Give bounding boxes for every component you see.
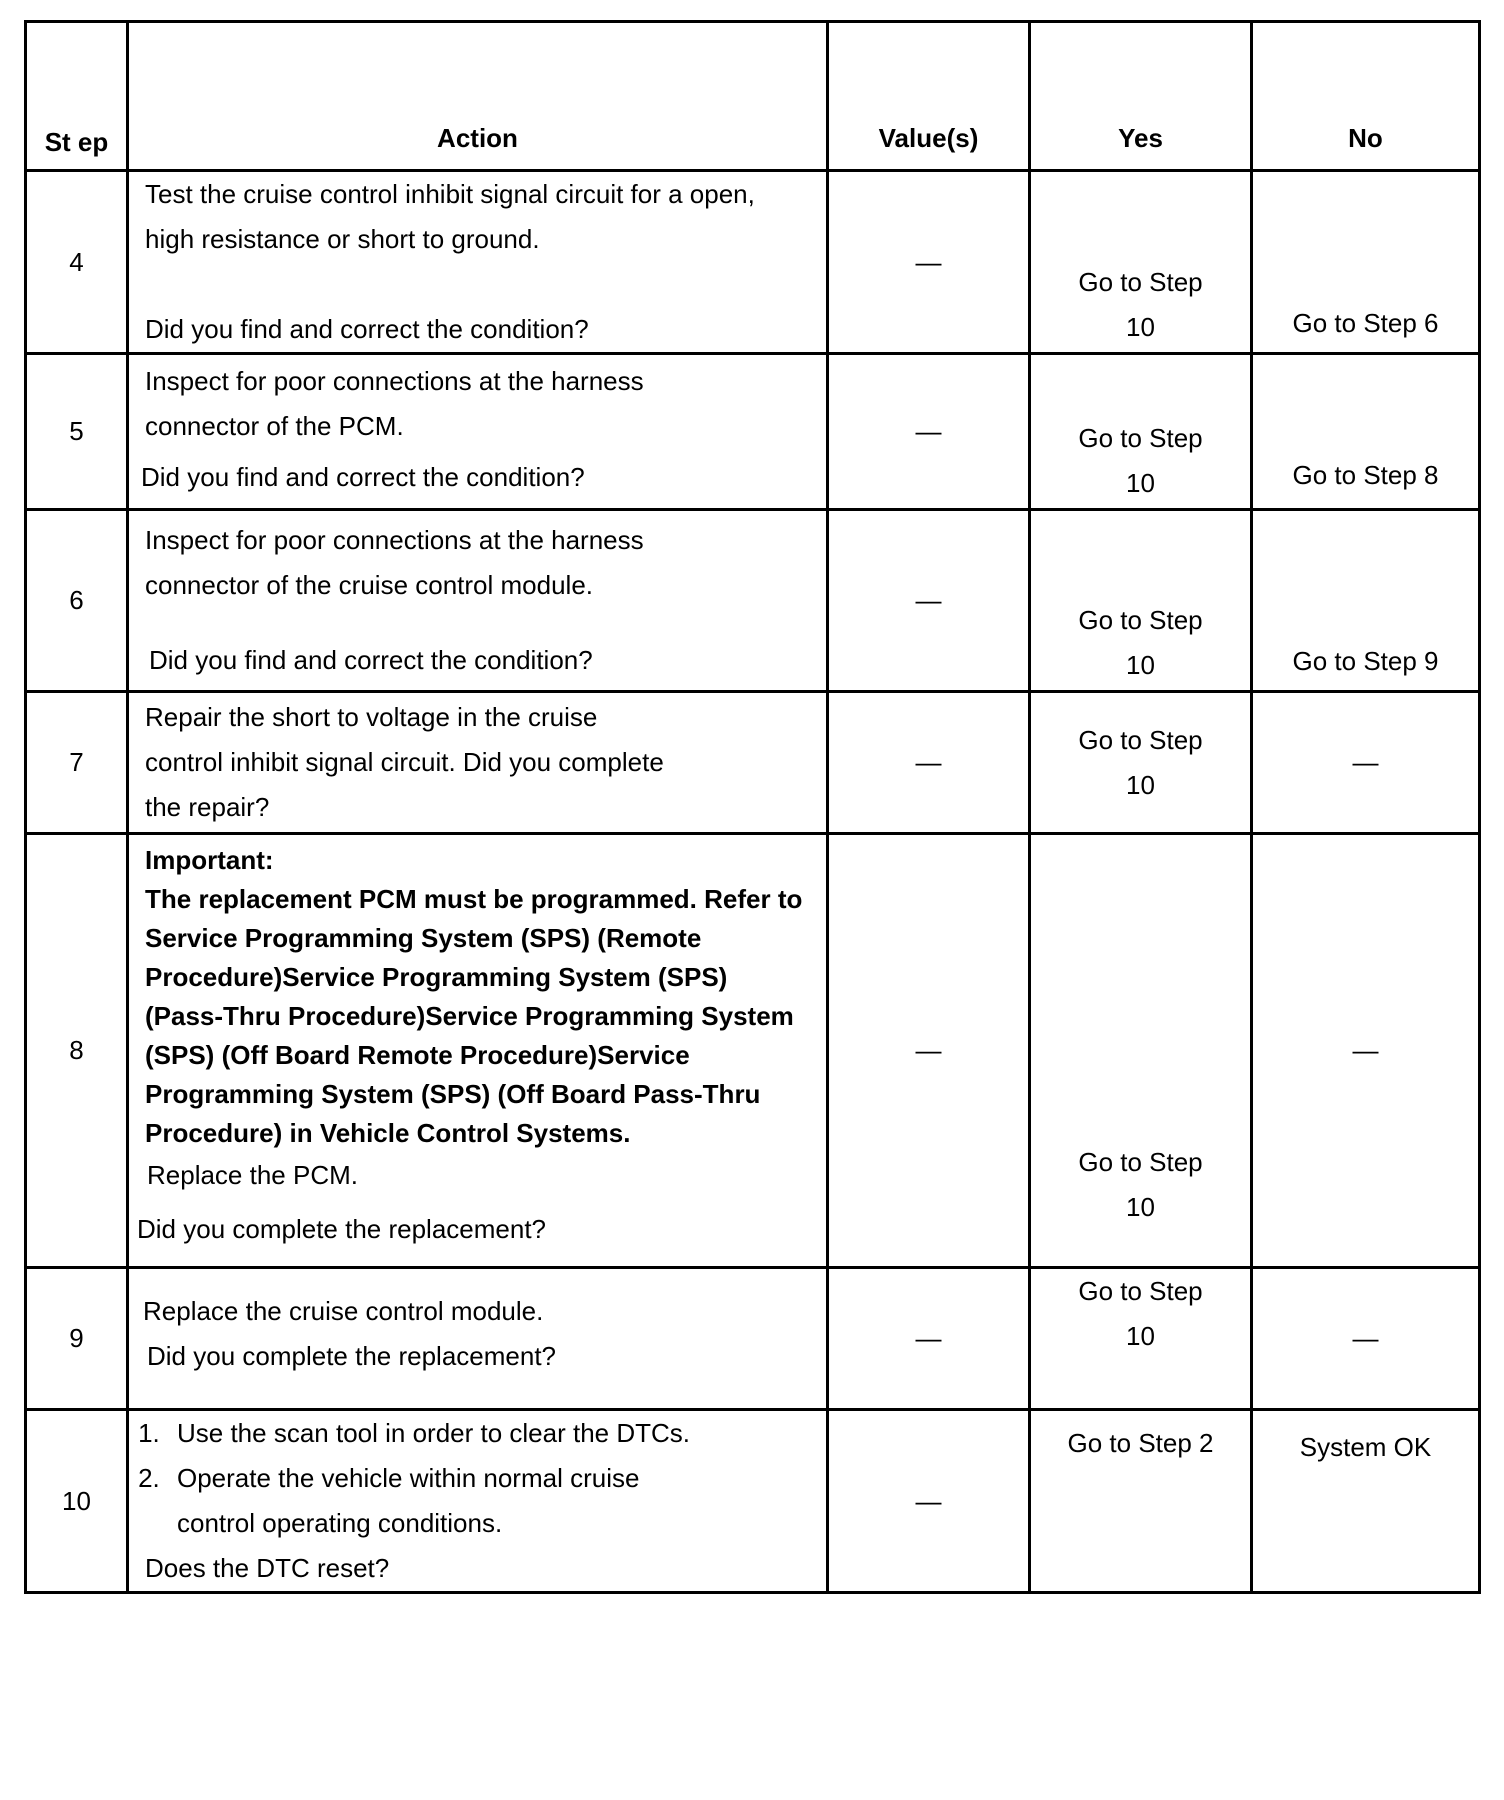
step-number: 4 (26, 171, 128, 354)
value-cell: — (828, 834, 1030, 1268)
value-cell: — (828, 692, 1030, 834)
no-cell: — (1252, 834, 1480, 1268)
header-row (26, 22, 1480, 171)
value-cell: — (828, 1410, 1030, 1593)
no-cell: — (1252, 1268, 1480, 1410)
table-row (26, 834, 1480, 1268)
step-number: 9 (26, 1268, 128, 1410)
no-cell[interactable]: Go to Step 8 (1252, 354, 1480, 510)
table-row (26, 1410, 1480, 1593)
important-label: Important: (145, 845, 274, 875)
no-cell: — (1252, 692, 1480, 834)
action-question: Did you complete the replacement? (137, 1214, 547, 1244)
value-cell: — (828, 171, 1030, 354)
table-row (26, 692, 1480, 834)
yes-cell (1030, 1268, 1252, 1410)
list-item: 2. Operate the vehicle within normal cruise control operating conditions. (167, 1456, 806, 1546)
table-row (26, 1268, 1480, 1410)
action-cell (128, 354, 828, 510)
yes-link[interactable]: Go to Step 10 (1078, 1276, 1203, 1351)
action-text: Replace the cruise control module. (143, 1296, 544, 1326)
action-cell (128, 171, 828, 354)
important-text: The replacement PCM must be programmed. Refer to Service Programming System (SPS) (Remote Procedure)Service Programming System (SPS) (Pass-Thru Procedure)Service Programming System (SPS) (Off Board Remote Procedure)Service Programming System (SPS) (Off Board Pass-Thru Procedure) in Vehicle Control Systems. (145, 884, 803, 1148)
action-cell (128, 834, 828, 1268)
action-cell (128, 692, 828, 834)
header-action: Action (128, 22, 828, 171)
action-text: Inspect for poor connections at the harness connector of the PCM. (145, 365, 644, 441)
no-cell[interactable]: Go to Step 9 (1252, 510, 1480, 692)
value-cell: — (828, 354, 1030, 510)
table-row (26, 354, 1480, 510)
list-item: 1. Use the scan tool in order to clear the DTCs. (167, 1411, 806, 1456)
diagnostic-table (24, 20, 1481, 1594)
no-cell[interactable]: Go to Step 6 (1252, 171, 1480, 354)
action-cell (128, 1268, 828, 1410)
action-text: Repair the short to voltage in the cruise control inhibit signal circuit. Did you complete the repair? (145, 702, 664, 822)
header-no: No (1252, 22, 1480, 171)
action-cell (128, 510, 828, 692)
value-cell: — (828, 510, 1030, 692)
action-text: Test the cruise control inhibit signal circuit for a open, high resistance or short to ground. (145, 179, 755, 254)
yes-cell (1030, 692, 1252, 834)
yes-link[interactable]: Go to Step 10 (1078, 1147, 1203, 1222)
step-number: 10 (26, 1410, 128, 1593)
step-number: 6 (26, 510, 128, 692)
action-question: Does the DTC reset? (145, 1553, 390, 1583)
action-cell (128, 1410, 828, 1593)
action-question: Did you find and correct the condition? (141, 461, 585, 492)
action-text: Inspect for poor connections at the harness connector of the cruise control module. (145, 525, 644, 600)
action-question: Did you find and correct the condition? (149, 645, 593, 675)
header-yes: Yes (1030, 22, 1252, 171)
step-number: 8 (26, 834, 128, 1268)
action-question: Did you find and correct the condition? (145, 314, 589, 344)
yes-link[interactable]: Go to Step 10 (1078, 605, 1203, 680)
yes-link[interactable]: Go to Step 10 (1078, 267, 1203, 342)
step-number: 5 (26, 354, 128, 510)
value-cell: — (828, 1268, 1030, 1410)
yes-cell (1030, 510, 1252, 692)
action-question: Did you complete the replacement? (147, 1341, 557, 1371)
yes-link[interactable]: Go to Step 10 (1078, 423, 1203, 498)
yes-cell (1030, 834, 1252, 1268)
table-row (26, 510, 1480, 692)
table-row (26, 171, 1480, 354)
no-cell[interactable]: System OK (1252, 1410, 1480, 1593)
step-number: 7 (26, 692, 128, 834)
yes-cell (1030, 354, 1252, 510)
yes-link[interactable]: Go to Step 10 (1078, 724, 1203, 800)
yes-cell (1030, 171, 1252, 354)
action-list (145, 1411, 806, 1546)
action-text: Replace the PCM. (147, 1160, 358, 1190)
header-values: Value(s) (828, 22, 1030, 171)
yes-cell[interactable]: Go to Step 2 (1030, 1410, 1252, 1593)
header-step: St ep (26, 22, 128, 171)
